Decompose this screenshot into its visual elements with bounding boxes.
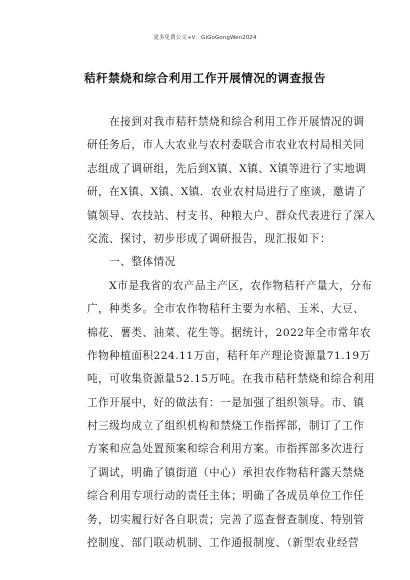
body-line: 研，在X镇、X镇、X镇．农业农村局进行了座谈，邀请了 (87, 186, 367, 199)
body-line: 方案和应急处置预案和综合利用方案。市指挥部多次进行 (87, 443, 365, 456)
body-line: 控制度、部门联动机制、工作通报制度、（新型农业经营 (87, 537, 360, 550)
body-line: 作物种植面积224.11万亩，秸秆年产理论资源量71.19万 (87, 349, 371, 362)
body-line: 交流、探讨，初步形成了调研报告，现汇报如下： (87, 232, 332, 245)
body-line: 务，切实履行好各自职责；完善了巡查督查制度、特别管 (87, 513, 365, 526)
document-body (87, 111, 376, 555)
body-line: 村三级均成立了组织机构和禁烧工作指挥部，制订了工作 (87, 420, 365, 433)
body-line: 镇领导、农技站、村支书、种粮大户、群众代表进行了深入 (87, 209, 376, 222)
document-title: 秸秆禁烧和综合利用工作开展情况的调查报告 (84, 71, 326, 85)
body-line: 在接到对我市秸秆禁烧和综合利用工作开展情况的调 (87, 116, 365, 128)
header-note: 更多免费公文+V：GiGoGongWen2024 (153, 35, 257, 41)
body-line: 研任务后，市人大农业与农村委联合市农业农村局相关同 (87, 139, 365, 152)
body-line: X市是我省的农产品主产区，农作物秸秆产量大，分布 (87, 279, 373, 292)
body-line: 工作开展中，好的做法有：一是加强了组织领导。市、镇 (87, 396, 365, 409)
section-heading: 一、整体情况 (87, 256, 176, 269)
body-line: 了调试，明确了镇街道（中心）承担农作物秸秆露天禁烧 (87, 466, 365, 479)
body-line: 棉花、薯类、油菜、花生等。据统计，2022年全市常年农 (87, 326, 372, 339)
body-line: 综合利用专项行动的责任主体；明确了各成员单位工作任 (87, 490, 365, 503)
body-line: 志组成了调研组，先后到X镇、X镇、X镇等进行了实地调 (87, 162, 367, 175)
body-line: 吨，可收集资源量52.15万吨。在我市秸秆禁烧和综合利用 (87, 373, 375, 386)
body-line: 广，种类多。全市农作物秸秆主要为水稻、玉米、大豆、 (87, 303, 365, 316)
